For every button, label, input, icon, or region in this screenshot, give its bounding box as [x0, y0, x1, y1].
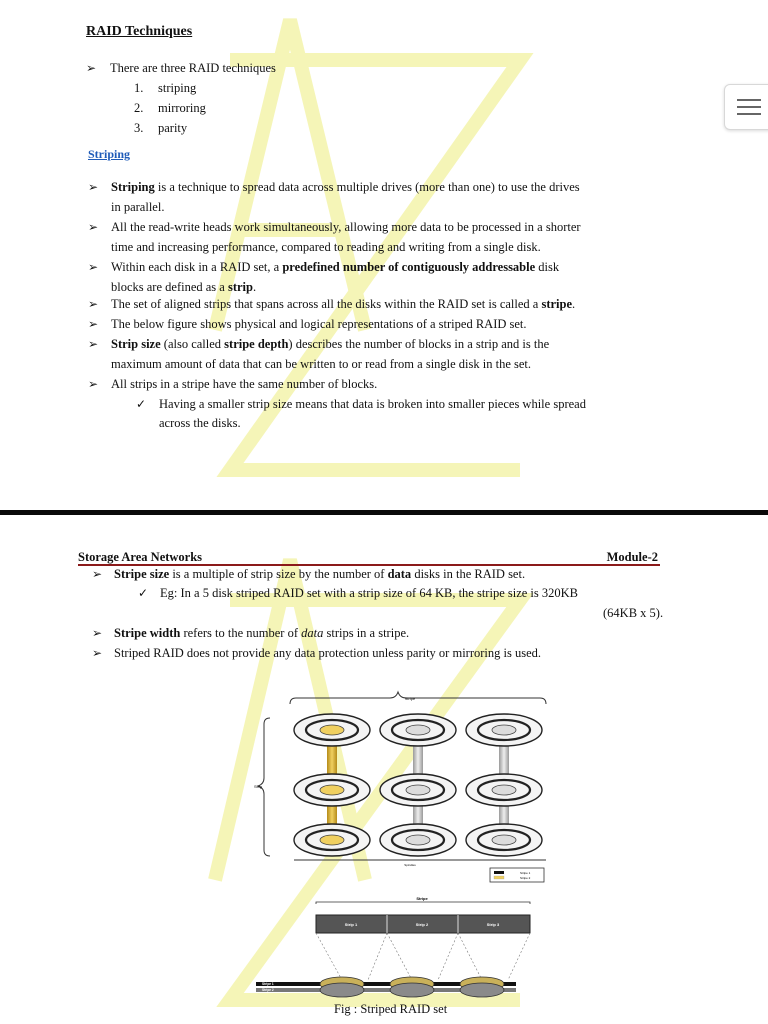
- list-item: striping: [158, 81, 197, 95]
- striped-raid-figure: [250, 690, 550, 1002]
- page-divider: [0, 510, 768, 515]
- arrow-bullet-icon: ➢: [88, 220, 99, 234]
- bullet-text-cont: blocks are defined as a strip.: [111, 280, 257, 294]
- disk-platter: [380, 774, 456, 806]
- legend-item: Stripe 2: [520, 876, 531, 880]
- bullet-text: Striped RAID does not provide any data protection unless parity or mirroring is used.: [114, 646, 542, 660]
- bullet-text: The set of aligned strips that spans across all the disks within the RAID set is called a stripe.: [111, 297, 576, 311]
- bullet-text: All strips in a stripe have the same number of blocks.: [111, 377, 378, 391]
- arrow-bullet-icon: ➢: [92, 646, 103, 660]
- bullet-text-cont: maximum amount of data that can be written to or read from a single disk in the set.: [111, 357, 532, 371]
- list-number: 3.: [134, 121, 144, 135]
- bullet-text: Strip size (also called stripe depth) describes the number of blocks in a strip and is the: [111, 337, 550, 351]
- sub-bullet-text: Having a smaller strip size means that data is broken into smaller pieces while spread: [159, 397, 586, 411]
- strip-label: Strip 2: [415, 922, 429, 927]
- stripe-disk: [460, 983, 504, 997]
- list-number: 2.: [134, 101, 144, 115]
- sub-bullet-text-cont: (64KB x 5).: [603, 606, 664, 620]
- list-number: 1.: [134, 81, 144, 95]
- list-item: parity: [158, 121, 188, 135]
- disk-platter: [380, 824, 456, 856]
- disk-platter: [380, 714, 456, 746]
- bullet-text: Stripe width refers to the number of data strips in a stripe.: [114, 626, 410, 640]
- disk-platter: [466, 774, 542, 806]
- disk-platter: [294, 714, 370, 746]
- disk-platter: [466, 714, 542, 746]
- arrow-bullet-icon: ➢: [92, 626, 103, 640]
- bullet-text: The below figure shows physical and logical representations of a striped RAID set.: [111, 317, 527, 331]
- arrow-bullet-icon: ➢: [86, 61, 97, 75]
- arrow-bullet-icon: ➢: [88, 337, 99, 351]
- disk-platter: [294, 774, 370, 806]
- stripe-row-label: Stripe 1: [262, 982, 274, 986]
- menu-button[interactable]: [724, 84, 768, 130]
- logical-stripe-label: Stripe: [416, 896, 428, 901]
- check-bullet-icon: ✓: [136, 397, 147, 411]
- arrow-bullet-icon: ➢: [88, 297, 99, 311]
- header-module: Module-2: [606, 550, 658, 564]
- disk-platter: [466, 824, 542, 856]
- bullet-text-cont: in parallel.: [111, 200, 165, 214]
- arrow-bullet-icon: ➢: [88, 377, 99, 391]
- strip-label: Strip 3: [486, 922, 500, 927]
- arrow-bullet-icon: ➢: [88, 260, 99, 274]
- list-item: mirroring: [158, 101, 206, 115]
- legend-item: Stripe 1: [520, 871, 531, 875]
- bullet-text: All the read-write heads work simultaneously, allowing more data to be processed in a shorter: [111, 220, 581, 234]
- stripe-disk: [390, 983, 434, 997]
- sub-bullet-text: Eg: In a 5 disk striped RAID set with a strip size of 64 KB, the stripe size is 320KB: [160, 586, 578, 600]
- bullet-text: Stripe size is a multiple of strip size by the number of data disks in the RAID set.: [114, 567, 526, 581]
- page-title: RAID Techniques: [86, 24, 193, 39]
- stripe-disk: [320, 983, 364, 997]
- figure-top-label: Stripe: [404, 696, 416, 701]
- hamburger-menu-icon: [737, 99, 761, 101]
- stripe-row-label: Stripe 2: [262, 988, 274, 992]
- arrow-bullet-icon: ➢: [92, 567, 103, 581]
- header-course: Storage Area Networks: [78, 550, 203, 564]
- arrow-bullet-icon: ➢: [88, 317, 99, 331]
- section-link-striping[interactable]: Striping: [88, 147, 131, 161]
- figure-bottom-label: Spindles: [404, 863, 416, 867]
- figure-caption: Fig : Striped RAID set: [334, 1002, 448, 1016]
- arrow-bullet-icon: ➢: [88, 180, 99, 194]
- sub-bullet-text-cont: across the disks.: [159, 416, 241, 430]
- intro-text: There are three RAID techniques: [110, 61, 276, 75]
- strip-label: Strip 1: [344, 922, 358, 927]
- bullet-text-cont: time and increasing performance, compared to reading and writing from a single disk.: [111, 240, 541, 254]
- disk-platter: [294, 824, 370, 856]
- bullet-text: Within each disk in a RAID set, a predefined number of contiguously addressable disk: [111, 260, 560, 274]
- check-bullet-icon: ✓: [138, 586, 149, 600]
- bullet-text: Striping is a technique to spread data across multiple drives (more than one) to use the drives: [111, 180, 580, 194]
- figure-side-label: Strip: [254, 784, 263, 789]
